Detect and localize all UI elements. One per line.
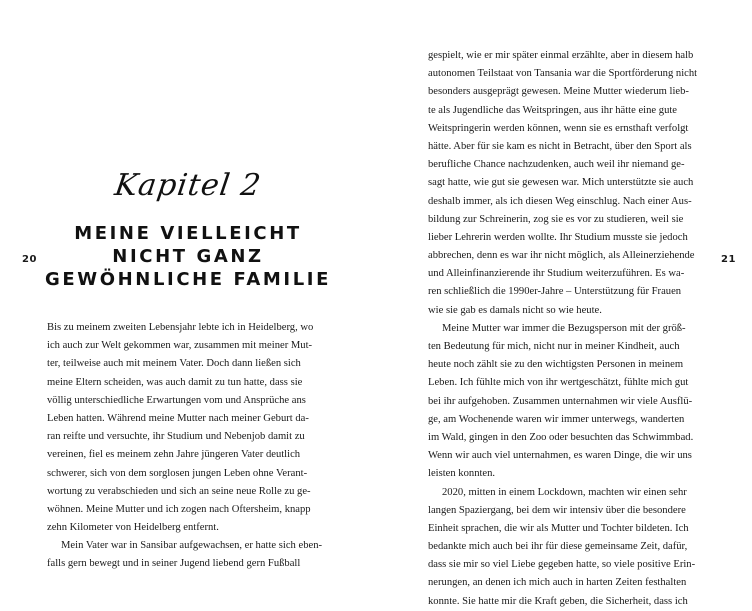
text-line: falls gern bewegt und in seiner Jugend liebend gern Fußball (47, 558, 301, 570)
text-line: wöhnen. Meine Mutter und ich zogen nach Oftersheim, knapp (47, 503, 311, 515)
text-line: Mein Vater war in Sansibar aufgewachsen, er hatte sich eben- (61, 540, 323, 552)
text-line: leisten konnten. (428, 468, 496, 480)
right-page (376, 0, 752, 607)
text-line: ich auch zur Welt gekommen war, zusammen mit meiner Mut- (47, 340, 313, 352)
chapter-title-line: GEWÖHNLICHE FAMILIE (45, 269, 331, 290)
text-line: bedankte mich auch bei ihr für diese gemeinsame Zeit, dafür, (428, 541, 688, 553)
text-line: dass sie mir so viel Liebe gegeben hatte, so viele positive Erin- (428, 559, 696, 571)
text-line: langen Spaziergang, bei dem wir intensiv über die besondere (428, 504, 686, 516)
text-line: deshalb immer, als ich diesen Weg einschlug. Nach einer Aus- (428, 195, 692, 207)
chapter-label: Kapitel 2 (112, 168, 264, 203)
text-line: Leben. Ich fühlte mich von ihr wertgeschätzt, fühlte mich gut (428, 377, 689, 389)
text-line: nerungen, an denen ich mich auch in harten Zeiten festhalten (428, 577, 687, 589)
text-line: te als Jugendliche das Weitspringen, aus ihr hätte eine gute (428, 104, 678, 116)
text-line: zehn Kilometer von Heidelberg entfernt. (47, 522, 219, 534)
text-line: autonomen Teilstaat von Tansania war die Sportförderung nicht (428, 68, 698, 80)
text-line: Leben hatten. Während meine Mutter nach meiner Geburt da- (47, 412, 309, 424)
text-line: Bis zu meinem zweiten Lebensjahr lebte ich in Heidelberg, wo (47, 322, 314, 333)
text-line: Einheit sprachen, die wir als Mutter und Tochter bildeten. Ich (428, 522, 689, 534)
text-line: vereinen, fiel es meinem zehn Jahre jüngeren Vater deutlich (47, 449, 301, 461)
text-line: und Alleinfinanzierende ihr Studium weiterzuführen. Es wa- (428, 268, 685, 280)
text-line: wie sie gab es damals nicht so wie heute. (428, 304, 602, 316)
text-line: bildung zur Schreinerin, zog sie es vor zu studieren, weil sie (428, 213, 684, 225)
page-number-left: 20 (22, 254, 37, 265)
text-line: lieber Lehrerin werden wollte. Ihr Studium musste sie jedoch (428, 231, 688, 243)
text-line: sagt hatte, wie gut sie gewesen war. Mich unterstützte sie auch (428, 177, 694, 189)
text-line: abbrechen, denn es war ihr nicht möglich, als Alleinerziehende (428, 250, 695, 262)
text-line: ren schließlich die 1990er-Jahre – Unterstützung für Frauen (428, 286, 682, 298)
text-line: berufliche Chance nachzudenken, auch weil ihr niemand ge- (428, 159, 685, 171)
text-line: ten Bedeutung für mich, nicht nur in meiner Kindheit, auch (428, 341, 680, 352)
text-line: im Wald, gingen in den Zoo oder besuchten das Schwimmbad. (428, 431, 694, 443)
text-line: meine Eltern scheiden, was auch damit zu tun hatte, dass sie (47, 376, 303, 388)
left-page (0, 0, 376, 600)
chapter-title-line: MEINE VIELLEICHT (74, 223, 302, 244)
chapter-title-line: NICHT GANZ (112, 246, 264, 267)
text-line: ter, teilweise auch mit meinem Vater. Doch dann ließen sich (47, 358, 301, 370)
text-line: heute noch zählt sie zu den wichtigsten Personen in meinem (428, 359, 684, 371)
text-line: völlig unterschiedliche Erwartungen vom und Ansprüche ans (47, 394, 306, 406)
text-line: ge, am Wochenende waren wir immer unterwegs, wanderten (428, 413, 685, 425)
text-line: Weitspringerin werden können, wenn sie es ernsthaft verfolgt (428, 122, 689, 134)
text-line: ran reifte und versuchte, ihr Studium und Nebenjob damit zu (47, 431, 305, 443)
text-line: gespielt, wie er mir später einmal erzählte, aber in diesem halb (428, 50, 694, 61)
text-line: bei ihr aufgehoben. Zusammen unternahmen wir viele Ausflü- (428, 395, 693, 407)
chapter-title (0, 222, 376, 291)
text-line: schwerer, sich von dem sorglosen jungen Leben ohne Verant- (47, 467, 308, 479)
left-body-text (47, 319, 330, 574)
text-line: Wenn wir auch viel unternahmen, es waren Dinge, die wir uns (428, 450, 692, 462)
page-number-right: 21 (721, 254, 736, 265)
text-line: wortung zu verabschieden und sich an seine neue Rolle zu ge- (47, 485, 311, 497)
text-line: hätte. Aber für sie kam es nicht in Betracht, über den Sport als (428, 140, 692, 152)
right-body-text (428, 47, 713, 611)
text-line: Meine Mutter war immer die Bezugsperson mit der größ- (442, 322, 686, 334)
text-line: konnte. Sie hatte mir die Kraft geben, die Sicherheit, dass ich (428, 595, 688, 607)
text-line: 2020, mitten in einem Lockdown, machten wir einen sehr (442, 486, 687, 498)
text-line: besonders ausgeprägt gewesen. Meine Mutter wiederum lieb- (428, 86, 689, 98)
